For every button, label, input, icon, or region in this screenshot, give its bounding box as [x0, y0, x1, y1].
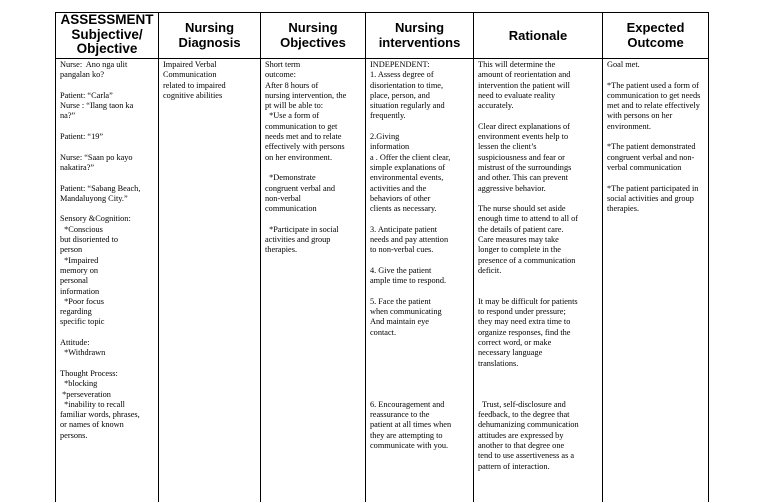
cell-text-line: enough time to attend to all of — [478, 214, 579, 224]
cell-text-line: *Withdrawn — [60, 348, 106, 358]
cell-text-line: necessary language — [478, 348, 543, 358]
cell-text-line: to non-verbal cues. — [370, 245, 434, 255]
cell-text-line: *inability to recall — [60, 399, 125, 409]
assessment-cell — [56, 60, 158, 502]
cell-text-line: outcome: — [265, 70, 296, 80]
cell-text-line: pt will be able to: — [265, 101, 324, 111]
cell-text-line — [478, 194, 601, 204]
cell-text-line: *Impaired — [60, 255, 99, 265]
cell-text-line: congruent verbal and non- — [607, 152, 695, 162]
cell-text-line: *Poor focus — [60, 296, 105, 306]
cell-text-line: Short term — [265, 60, 301, 69]
cell-text-line: translations. — [478, 358, 519, 368]
nursing-objectives-cell — [261, 60, 365, 502]
care-plan-table — [55, 12, 709, 502]
cell-text-line: lessen the client’s — [478, 142, 537, 152]
cell-text-line: a . Offer the client clear, — [370, 152, 451, 162]
cell-text-line — [60, 122, 157, 132]
cell-text-line — [478, 390, 601, 400]
cell-text-line: *Use a form of — [265, 111, 320, 121]
cell-text-line: *The patient demonstrated — [607, 142, 696, 152]
cell-text-line — [478, 379, 601, 389]
cell-text-line: the details of patient care. — [478, 224, 564, 234]
cell-text-line: organize responses, find the — [478, 327, 571, 337]
cell-text-line — [370, 338, 472, 348]
header-line: Nursing — [394, 20, 445, 35]
cell-text-line: *Participate in social — [265, 224, 339, 234]
cell-text-line: This will determine the — [478, 60, 556, 69]
cell-text-line: or names of known — [60, 420, 124, 430]
cell-text-line: to respond under pressure; — [478, 307, 566, 317]
cell-text-line — [370, 214, 472, 224]
rationale-cell — [474, 60, 602, 502]
cell-text-line: environment events help to — [478, 132, 569, 142]
cell-text-line — [60, 328, 157, 338]
cell-text-line: and other. This can prevent — [478, 173, 568, 183]
cell-text-line: pangalan ko? — [60, 70, 105, 80]
cell-text-line: ample time to respond. — [370, 276, 447, 286]
cell-text-line: After 8 hours of — [265, 80, 319, 90]
cell-text-line: environmental events, — [370, 173, 444, 183]
cell-text-line: patient at all times when — [370, 420, 452, 430]
expected-outcome-cell — [603, 60, 708, 502]
header-line: ASSESSMENT — [60, 12, 154, 28]
cell-text-line: they are attempting to — [370, 430, 443, 440]
cell-text-line: longer to complete in the — [478, 245, 561, 255]
cell-text-line: regarding — [60, 307, 92, 317]
header-nursing-interventions — [366, 13, 473, 57]
cell-text-line: *perseveration — [60, 389, 111, 399]
header-line: Nursing — [288, 20, 338, 35]
cell-text-line: Attitude: — [60, 338, 90, 348]
cell-text-line: presence of a communication — [478, 255, 576, 265]
cell-text-line — [478, 369, 601, 379]
cell-text-line: frequently. — [370, 111, 406, 121]
cell-text-line: person — [60, 245, 83, 255]
cell-text-line: activities and group — [265, 235, 331, 245]
cell-text-line — [265, 214, 364, 224]
cell-text-line: needs met and to relate — [265, 132, 342, 142]
cell-text-line: they may need extra time to — [478, 317, 571, 327]
cell-text-line: *Demonstrate — [265, 173, 316, 183]
cell-text-line: when communicating — [370, 307, 442, 317]
cell-text-line: information — [370, 142, 410, 152]
cell-text-line: verbal communication — [607, 162, 682, 172]
cell-text-line: 6. Encouragement and — [370, 399, 445, 409]
header-rationale — [474, 13, 602, 57]
cell-text-line: persons. — [60, 430, 88, 440]
cell-text-line: nursing intervention, the — [265, 90, 347, 100]
cell-text-line: with persons on her — [607, 111, 673, 121]
cell-text-line: correct word, or make — [478, 338, 552, 348]
cell-text-line: simple explanations of — [370, 162, 446, 172]
cell-text-line: aggressive behavior. — [478, 183, 546, 193]
cell-text-line: INDEPENDENT: — [370, 60, 430, 69]
cell-text-line: na?” — [60, 111, 76, 121]
cell-text-line: activities and the — [370, 183, 427, 193]
cell-text-line: disorientation to time, — [370, 80, 444, 90]
cell-text-line: effectively with persons — [265, 142, 345, 152]
cell-text-line: information — [60, 286, 100, 296]
cell-text-line: intervention the patient will — [478, 80, 570, 90]
cell-text-line: place, person, and — [370, 90, 430, 100]
cell-text-line: *Conscious — [60, 224, 103, 234]
cell-text-line: memory on — [60, 265, 99, 275]
cell-text-line: Nurse: Ano nga ulit — [60, 60, 128, 69]
cell-text-line: Patient: “Carla” — [60, 90, 113, 100]
header-line: Diagnosis — [178, 35, 241, 50]
cell-text-line: deficit. — [478, 265, 502, 275]
cell-text-line — [370, 390, 472, 400]
cell-text-line: reassurance to the — [370, 410, 430, 420]
header-line: Objectives — [280, 35, 346, 50]
cell-text-line: personal — [60, 276, 89, 286]
cell-text-line — [370, 369, 472, 379]
cell-text-line: mistrust of the surroundings — [478, 162, 572, 172]
cell-text-line — [60, 142, 157, 152]
cell-text-line: Care measures may take — [478, 235, 559, 245]
header-row-border — [55, 58, 709, 59]
header-line: Subjective/ — [71, 26, 143, 42]
cell-text-line: It may be difficult for patients — [478, 296, 578, 306]
cell-text-line: needs and pay attention — [370, 235, 449, 245]
cell-text-line: Nurse : “Ilang taon ka — [60, 101, 134, 111]
header-line: interventions — [378, 35, 461, 50]
cell-text-line — [370, 287, 472, 297]
cell-text-line — [370, 348, 472, 358]
cell-text-line: And maintain eye — [370, 317, 429, 327]
cell-text-line: congruent verbal and — [265, 183, 336, 193]
cell-text-line: accurately. — [478, 101, 514, 111]
cell-text-line — [60, 81, 157, 91]
cell-text-line: Goal met. — [607, 60, 640, 69]
cell-text-line — [60, 173, 157, 183]
cell-text-line — [607, 132, 707, 142]
cell-text-line: environment. — [607, 121, 652, 131]
cell-text-line: familiar words, phrases, — [60, 410, 140, 420]
cell-text-line: another to that degree one — [478, 440, 565, 450]
cell-text-line: specific topic — [60, 317, 105, 327]
cell-text-line: therapies. — [607, 204, 640, 214]
cell-text-line: feedback, to the degree that — [478, 410, 570, 420]
cell-text-line — [607, 70, 707, 80]
cell-text-line — [265, 163, 364, 173]
cell-text-line: communication — [265, 204, 317, 214]
cell-text-line: communicate with you. — [370, 440, 449, 450]
cell-text-line: *The patient participated in — [607, 183, 699, 193]
cell-text-line: Thought Process: — [60, 368, 118, 378]
cell-text-line: 1. Assess degree of — [370, 70, 434, 80]
cell-text-line: The nurse should set aside — [478, 204, 566, 214]
cell-text-line — [478, 276, 601, 286]
header-nursing-objectives — [261, 13, 365, 57]
cell-text-line: behaviors of other — [370, 193, 431, 203]
header-assessment — [56, 13, 158, 57]
cell-text-line: communication to get — [265, 121, 338, 131]
cell-text-line: clients as necessary. — [370, 204, 437, 214]
cell-text-line: but disoriented to — [60, 235, 119, 245]
nursing-diagnosis-cell — [159, 60, 260, 502]
cell-text-line: situation regularly and — [370, 101, 445, 111]
header-line: Expected — [626, 20, 685, 35]
cell-text-line: related to impaired — [163, 80, 226, 90]
cell-text-line: Clear direct explanations of — [478, 121, 570, 131]
header-line: Objective — [76, 41, 138, 57]
cell-text-line: therapies. — [265, 245, 298, 255]
header-line: Outcome — [627, 35, 684, 50]
cell-text-line: Mandaluyong City.” — [60, 193, 128, 203]
cell-text-line — [478, 111, 601, 121]
cell-text-line: *The patient used a form of — [607, 80, 699, 90]
cell-text-line: Patient: “Sabang Beach, — [60, 183, 141, 193]
cell-text-line — [370, 379, 472, 389]
cell-text-line: amount of reorientation and — [478, 70, 571, 80]
cell-text-line: 2.Giving — [370, 132, 400, 142]
cell-text-line — [60, 359, 157, 369]
cell-text-line: Patient: “19” — [60, 132, 104, 142]
cell-text-line — [370, 256, 472, 266]
cell-text-line: communication to get needs — [607, 90, 701, 100]
cell-text-line: nakatira?” — [60, 162, 95, 172]
cell-text-line: contact. — [370, 327, 397, 337]
cell-text-line — [370, 359, 472, 369]
column-border — [708, 12, 709, 502]
header-expected-outcome — [603, 13, 708, 57]
cell-text-line: met and to relate effectively — [607, 101, 700, 111]
cell-text-line: Trust, self-disclosure and — [478, 399, 566, 409]
cell-text-line: attitudes are expressed by — [478, 430, 564, 440]
cell-text-line: dehumanizing communication — [478, 420, 579, 430]
cell-text-line: 4. Give the patient — [370, 265, 432, 275]
cell-text-line: 3. Anticipate patient — [370, 224, 438, 234]
cell-text-line — [607, 173, 707, 183]
cell-text-line: pattern of interaction. — [478, 461, 550, 471]
cell-text-line: *blocking — [60, 379, 98, 389]
cell-text-line: social activities and group — [607, 193, 694, 203]
header-line: Rationale — [508, 27, 568, 43]
cell-text-line: cognitive abilities — [163, 90, 223, 100]
cell-text-line: tend to use assertiveness as a — [478, 451, 575, 461]
cell-text-line — [478, 287, 601, 297]
cell-text-line: Communication — [163, 70, 217, 80]
header-nursing-diagnosis — [159, 13, 260, 57]
nursing-interventions-cell — [366, 60, 473, 502]
cell-text-line: suspiciousness and fear or — [478, 152, 565, 162]
cell-text-line — [60, 204, 157, 214]
cell-text-line: non-verbal — [265, 193, 301, 203]
cell-text-line — [370, 122, 472, 132]
cell-text-line: Sensory &Cognition: — [60, 214, 131, 224]
cell-text-line: on her environment. — [265, 152, 333, 162]
cell-text-line: Impaired Verbal — [163, 60, 217, 69]
cell-text-line: need to evaluate reality — [478, 90, 556, 100]
cell-text-line: 5. Face the patient — [370, 296, 431, 306]
cell-text-line: Nurse: “Saan po kayo — [60, 152, 133, 162]
header-line: Nursing — [184, 20, 235, 35]
